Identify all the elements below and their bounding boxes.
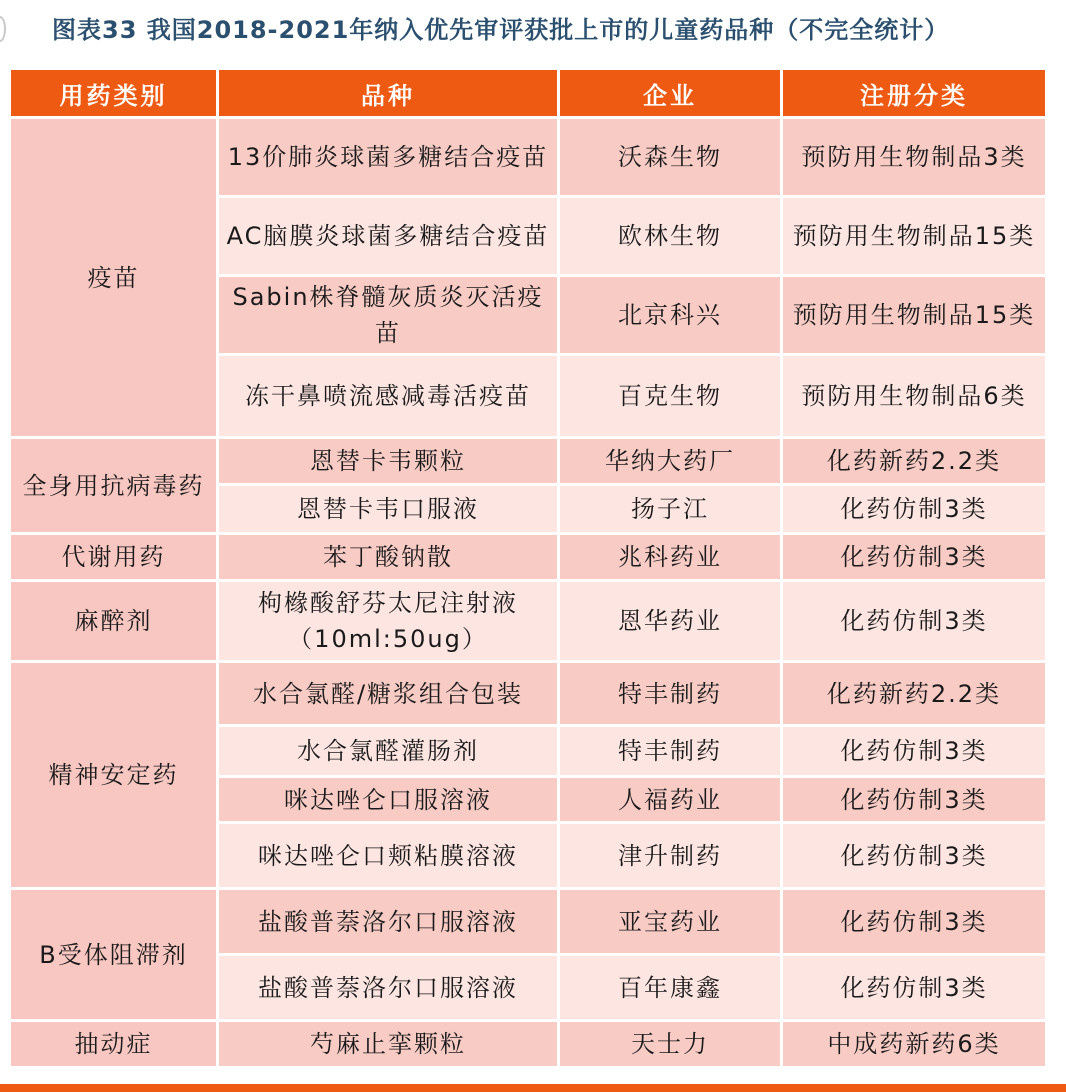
registration-cell: 化药仿制3类 <box>783 535 1045 579</box>
variety-cell: 恩替卡韦口服液 <box>219 486 557 532</box>
table-row <box>11 890 1045 953</box>
company-cell: 北京科兴 <box>560 277 780 353</box>
registration-cell: 化药新药2.2类 <box>783 663 1045 724</box>
registration-cell: 预防用生物制品15类 <box>783 198 1045 274</box>
registration-cell: 化药仿制3类 <box>783 582 1045 660</box>
registration-cell: 预防用生物制品15类 <box>783 277 1045 353</box>
registration-cell: 预防用生物制品3类 <box>783 119 1045 195</box>
header-company: 企业 <box>560 70 780 116</box>
company-cell: 百年康鑫 <box>560 956 780 1019</box>
variety-cell: 枸橼酸舒芬太尼注射液（10ml:50ug） <box>219 582 557 660</box>
table-row <box>11 535 1045 579</box>
registration-cell: 化药仿制3类 <box>783 486 1045 532</box>
company-cell: 沃森生物 <box>560 119 780 195</box>
figure-title: 图表33 我国2018-2021年纳入优先审评获批上市的儿童药品种（不完全统计） <box>52 16 950 44</box>
variety-cell: 咪达唑仑口颊粘膜溶液 <box>219 824 557 887</box>
variety-cell: 恩替卡韦颗粒 <box>219 439 557 483</box>
header-registration: 注册分类 <box>783 70 1045 116</box>
table-row <box>11 439 1045 483</box>
title-mark <box>0 16 6 42</box>
variety-cell: 冻干鼻喷流感减毒活疫苗 <box>219 356 557 436</box>
variety-cell: 苯丁酸钠散 <box>219 535 557 579</box>
table-row <box>11 663 1045 724</box>
category-cell: 精神安定药 <box>11 663 216 887</box>
title-bar <box>0 0 1066 56</box>
company-cell: 亚宝药业 <box>560 890 780 953</box>
header-category: 用药类别 <box>11 70 216 116</box>
table-body <box>11 119 1045 1066</box>
category-cell: 抽动症 <box>11 1022 216 1066</box>
registration-cell: 化药仿制3类 <box>783 890 1045 953</box>
company-cell: 天士力 <box>560 1022 780 1066</box>
company-cell: 华纳大药厂 <box>560 439 780 483</box>
category-cell: 疫苗 <box>11 119 216 436</box>
category-cell: 全身用抗病毒药 <box>11 439 216 532</box>
category-cell: 麻醉剂 <box>11 582 216 660</box>
registration-cell: 预防用生物制品6类 <box>783 356 1045 436</box>
registration-cell: 化药仿制3类 <box>783 824 1045 887</box>
registration-cell: 化药仿制3类 <box>783 956 1045 1019</box>
variety-cell: AC脑膜炎球菌多糖结合疫苗 <box>219 198 557 274</box>
variety-cell: 咪达唑仑口服溶液 <box>219 778 557 821</box>
table-row <box>11 582 1045 660</box>
company-cell: 津升制药 <box>560 824 780 887</box>
bottom-rule <box>0 1084 1066 1092</box>
company-cell: 特丰制药 <box>560 663 780 724</box>
variety-cell: 水合氯醛灌肠剂 <box>219 727 557 775</box>
registration-cell: 化药仿制3类 <box>783 727 1045 775</box>
table-header-row <box>11 70 1045 116</box>
company-cell: 兆科药业 <box>560 535 780 579</box>
company-cell: 欧林生物 <box>560 198 780 274</box>
company-cell: 特丰制药 <box>560 727 780 775</box>
variety-cell: Sabin株脊髓灰质炎灭活疫苗 <box>219 277 557 353</box>
drug-table <box>8 67 1048 1069</box>
registration-cell: 中成药新药6类 <box>783 1022 1045 1066</box>
variety-cell: 盐酸普萘洛尔口服溶液 <box>219 956 557 1019</box>
company-cell: 恩华药业 <box>560 582 780 660</box>
registration-cell: 化药仿制3类 <box>783 778 1045 821</box>
registration-cell: 化药新药2.2类 <box>783 439 1045 483</box>
table-row <box>11 1022 1045 1066</box>
table-row <box>11 119 1045 195</box>
variety-cell: 水合氯醛/糖浆组合包装 <box>219 663 557 724</box>
category-cell: Β受体阻滞剂 <box>11 890 216 1019</box>
company-cell: 人福药业 <box>560 778 780 821</box>
variety-cell: 盐酸普萘洛尔口服溶液 <box>219 890 557 953</box>
variety-cell: 芍麻止挛颗粒 <box>219 1022 557 1066</box>
header-variety: 品种 <box>219 70 557 116</box>
category-cell: 代谢用药 <box>11 535 216 579</box>
variety-cell: 13价肺炎球菌多糖结合疫苗 <box>219 119 557 195</box>
company-cell: 百克生物 <box>560 356 780 436</box>
company-cell: 扬子江 <box>560 486 780 532</box>
